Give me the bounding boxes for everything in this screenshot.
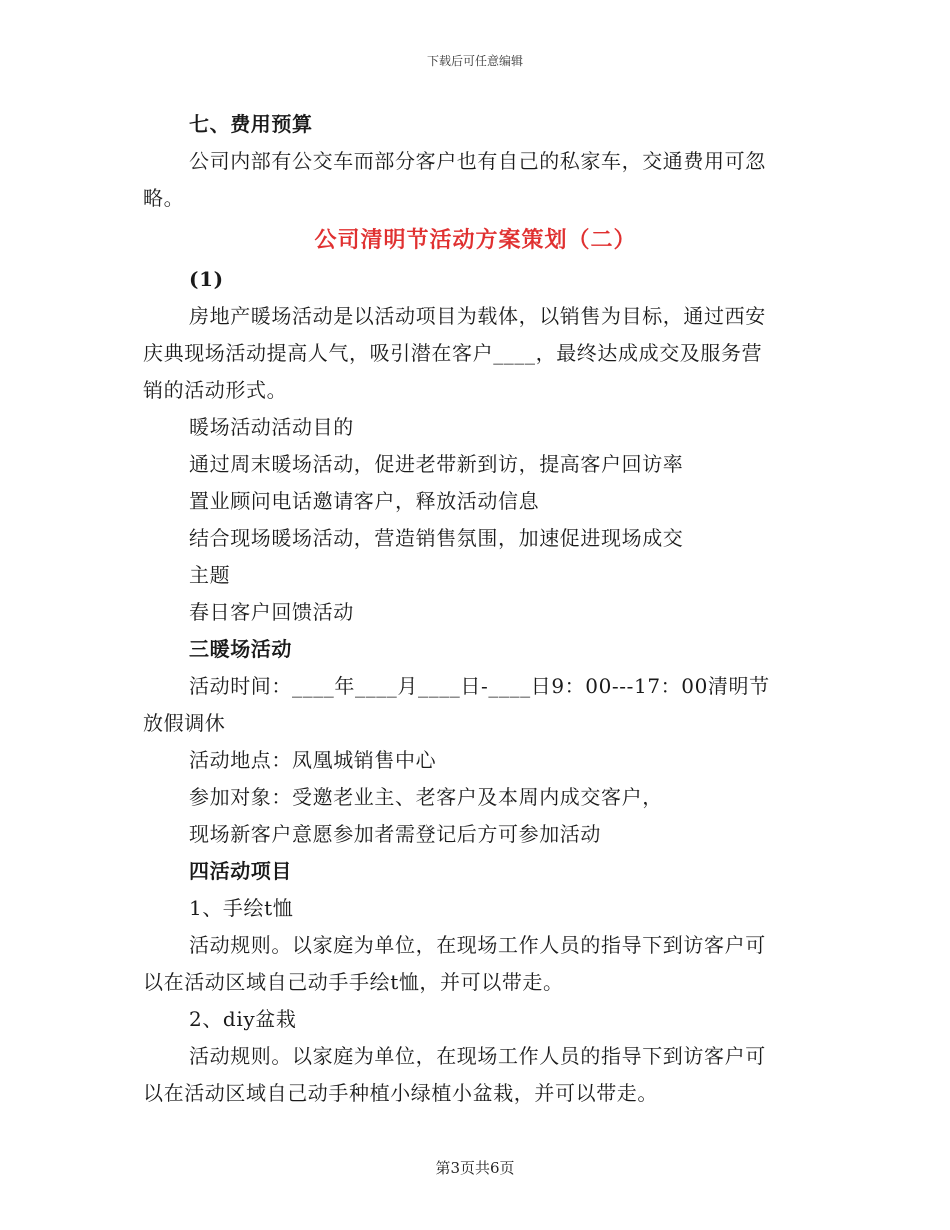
section3-heading: 三暖场活动 xyxy=(189,637,292,661)
section7-heading: 七、费用预算 xyxy=(189,112,313,136)
activity2-title: 2、diy盆栽 xyxy=(189,1007,297,1031)
section7-paragraph-line2: 略。 xyxy=(143,186,185,210)
intro-line2: 庆典现场活动提高人气，吸引潜在客户____，最终达成成交及服务营 xyxy=(143,341,763,365)
page-header: 下载后可任意编辑 xyxy=(426,54,523,68)
participants-line1: 参加对象：受邀老业主、老客户及本周内成交客户， xyxy=(189,785,663,809)
goal-1: 通过周末暖场活动，促进老带新到访，提高客户回访率 xyxy=(189,452,684,476)
theme-value: 春日客户回馈活动 xyxy=(189,600,354,624)
location: 活动地点：凤凰城销售中心 xyxy=(189,748,437,772)
activity1-title: 1、手绘t恤 xyxy=(189,896,294,920)
theme-label: 主题 xyxy=(189,563,231,587)
intro-line3: 销的活动形式。 xyxy=(143,378,288,402)
document-body xyxy=(143,106,808,1112)
part2-title: 公司清明节活动方案策划（二） xyxy=(314,227,637,253)
activity2-rule-line1: 活动规则。以家庭为单位，在现场工作人员的指导下到访客户可 xyxy=(189,1044,766,1068)
section7-paragraph-line1: 公司内部有公交车而部分客户也有自己的私家车，交通费用可忽 xyxy=(189,149,766,173)
goal-3: 结合现场暖场活动，营造销售氛围，加速促进现场成交 xyxy=(189,526,684,550)
page-footer: 第3页共6页 xyxy=(435,1159,515,1177)
goal-heading: 暖场活动活动目的 xyxy=(189,415,354,439)
section4-heading: 四活动项目 xyxy=(189,859,292,883)
intro-line1: 房地产暖场活动是以活动项目为载体，以销售为目标，通过西安 xyxy=(189,304,766,328)
participants-line2: 现场新客户意愿参加者需登记后方可参加活动 xyxy=(189,822,601,846)
time-line1: 活动时间：____年____月____日-____日9：00---17：00清明节 xyxy=(189,674,770,698)
activity1-rule-line2: 以在活动区域自己动手手绘t恤，并可以带走。 xyxy=(143,970,564,994)
item-1-label: (1) xyxy=(189,267,224,291)
activity1-rule-line1: 活动规则。以家庭为单位，在现场工作人员的指导下到访客户可 xyxy=(189,933,766,957)
activity2-rule-line2: 以在活动区域自己动手种植小绿植小盆栽，并可以带走。 xyxy=(143,1081,658,1105)
goal-2: 置业顾问电话邀请客户，释放活动信息 xyxy=(189,489,540,513)
time-line2: 放假调休 xyxy=(143,711,226,735)
